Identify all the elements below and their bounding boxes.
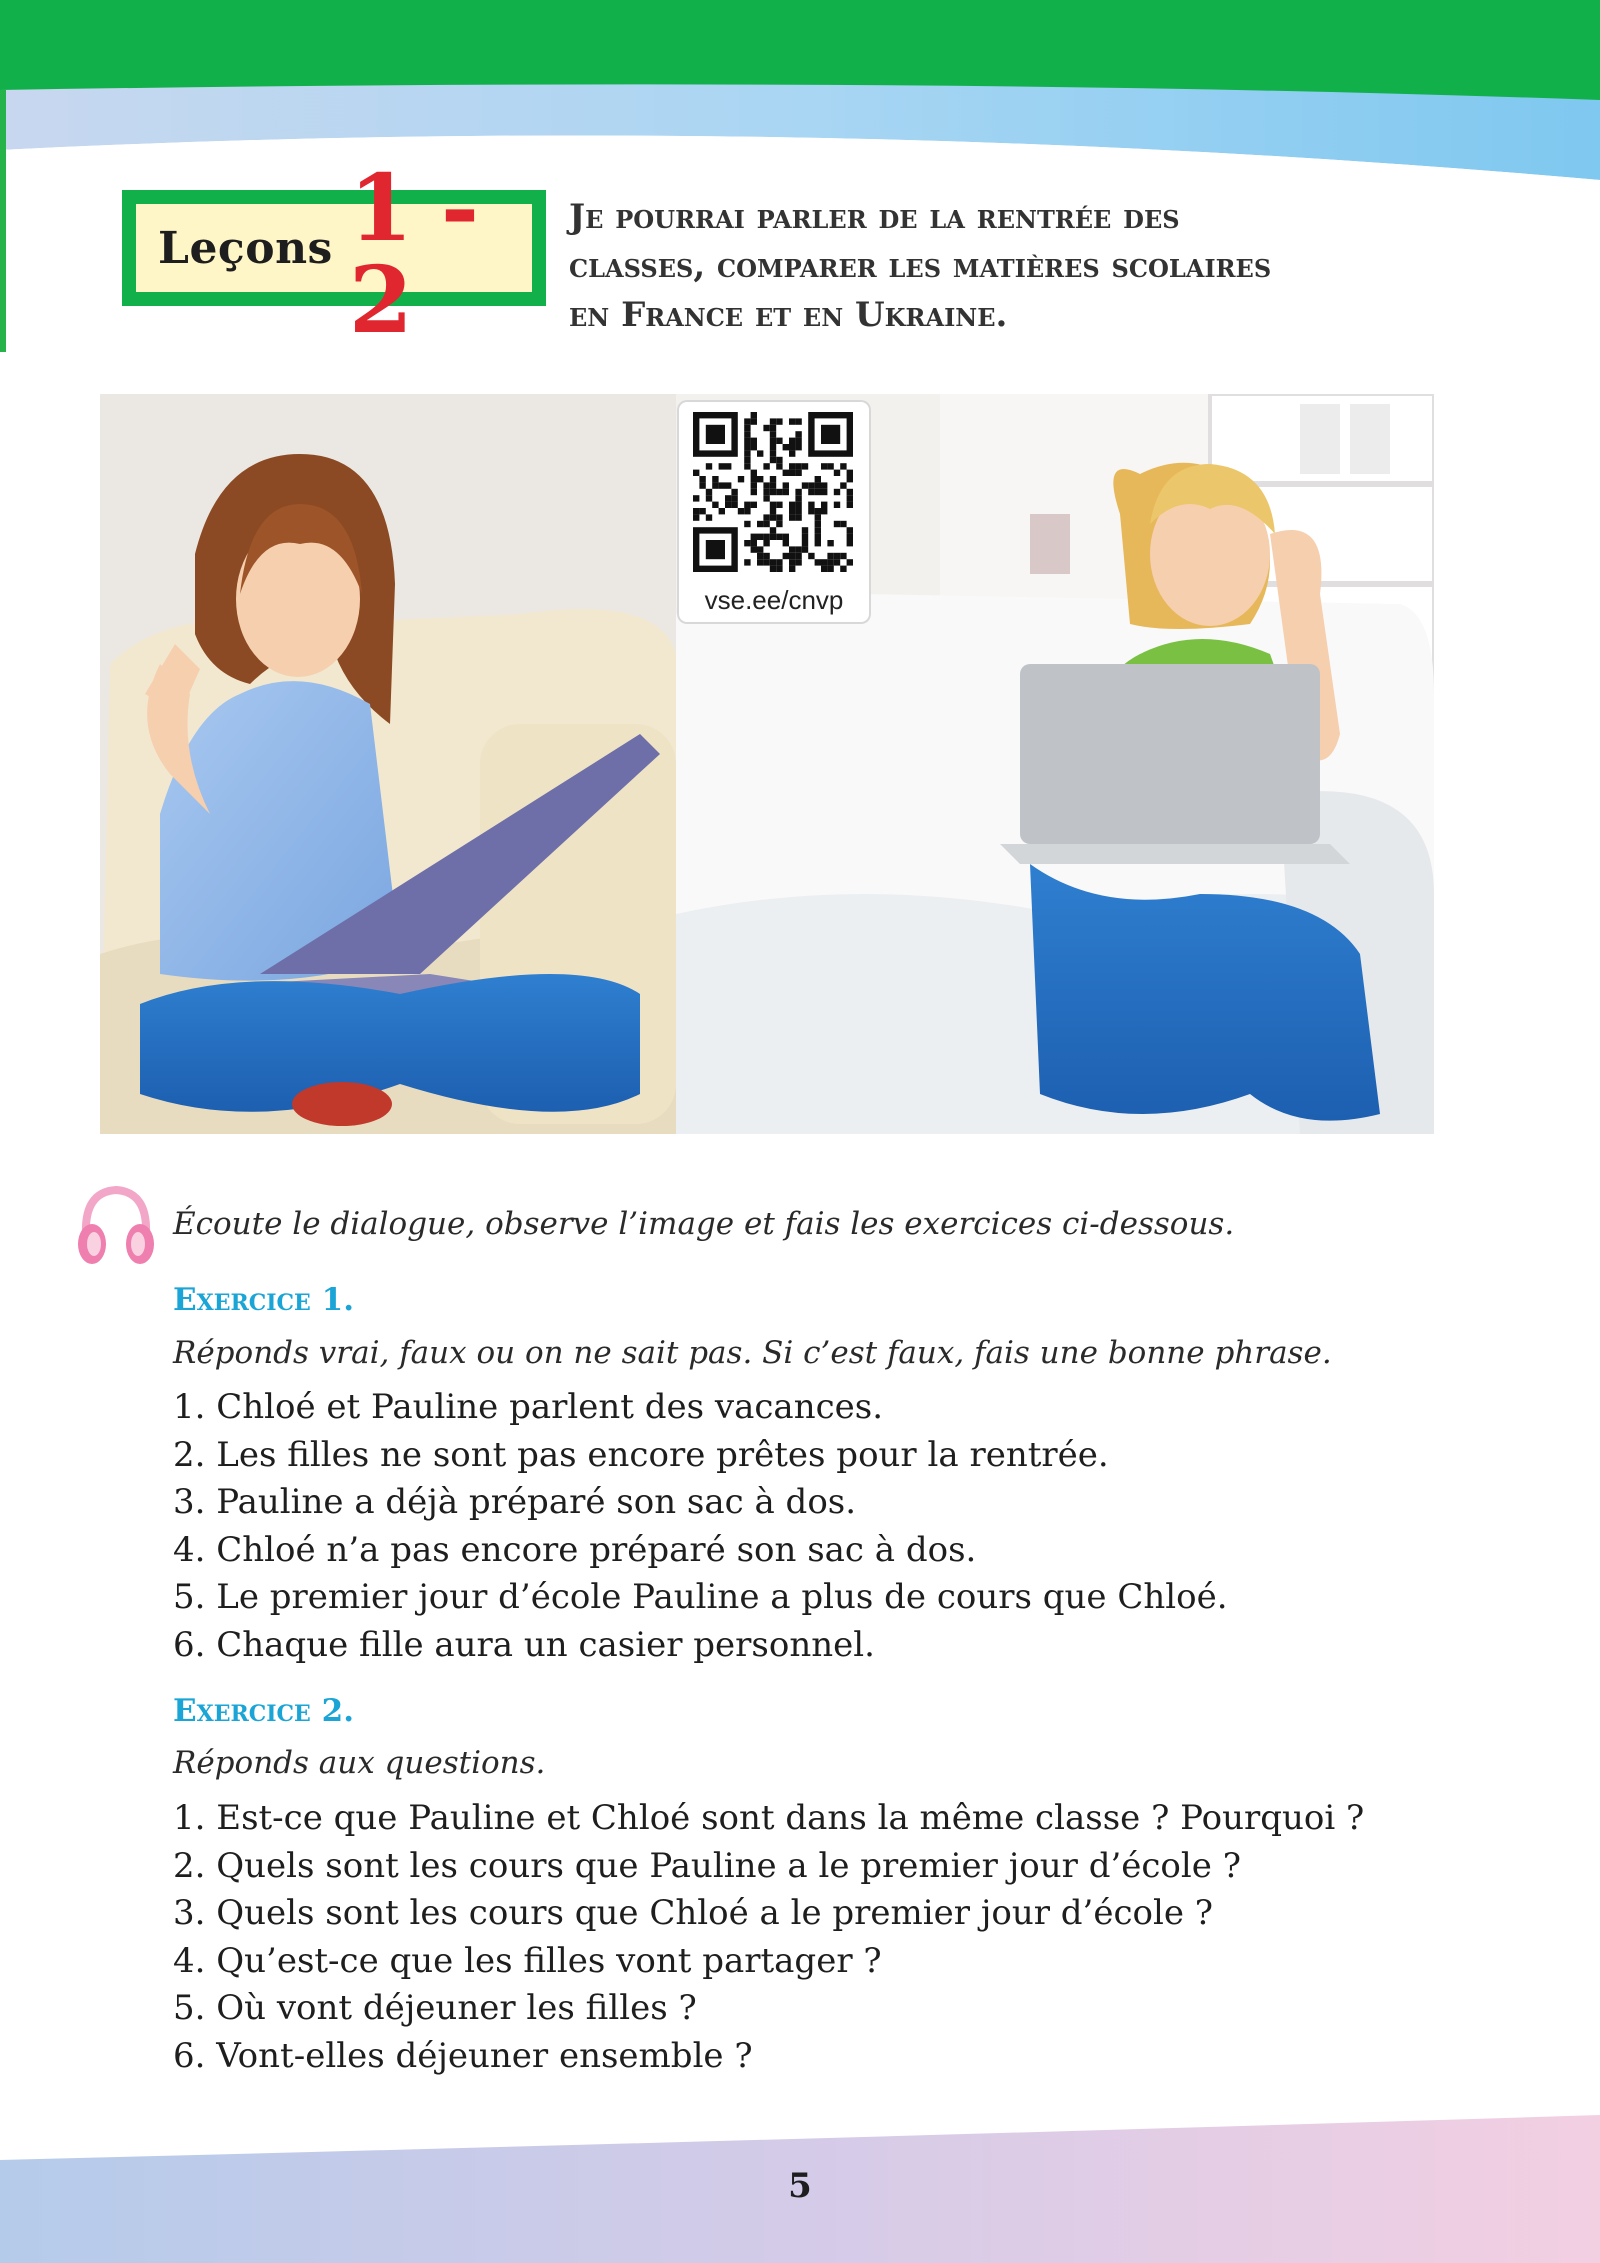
list-item: 3. Quels sont les cours que Chloé a le premier jour d’école ?: [173, 1893, 1214, 1933]
exercise-1-list: [173, 1384, 1228, 1669]
lesson-number: 1 - 2: [348, 154, 478, 354]
list-item: 4. Qu’est-ce que les filles vont partager ?: [173, 1940, 882, 1981]
exercise-2-list: [173, 1795, 1364, 2080]
headphones-icon: [76, 1180, 156, 1270]
page-number: 5: [788, 2166, 812, 2206]
qr-code-card[interactable]: [679, 402, 869, 622]
list-item: 1. Chloé et Pauline parlent des vacances.: [173, 1387, 884, 1427]
list-item: 1. Est-ce que Pauline et Chloé sont dans la même classe ? Pourquoi ?: [173, 1798, 1365, 1838]
list-item: 4. Chloé n’a pas encore préparé son sac à dos.: [173, 1529, 977, 1570]
listening-instruction: Écoute le dialogue, observe l’image et fais les exercices ci-dessous.: [173, 1206, 1235, 1242]
list-item: 6. Vont-elles déjeuner ensemble ?: [173, 2035, 753, 2076]
objective-line: Je pourrai parler de la rentrée des: [569, 197, 1180, 237]
qr-code-icon: [679, 402, 869, 592]
list-item: 5. Le premier jour d’école Pauline a plus de cours que Chloé.: [173, 1577, 1228, 1617]
qr-caption-link[interactable]: vse.ee/cnvp: [704, 585, 844, 615]
exercise-1-prompt: Réponds vrai, faux ou on ne sait pas. Si c’est faux, fais une bonne phrase.: [173, 1335, 1332, 1371]
list-item: 3. Pauline a déjà préparé son sac à dos.: [173, 1482, 857, 1522]
left-scene: [100, 394, 676, 1134]
objective-line: en France et en Ukraine.: [569, 295, 1008, 335]
list-item: 2. Quels sont les cours que Pauline a le premier jour d’école ?: [173, 1845, 1241, 1886]
list-item: 2. Les filles ne sont pas encore prêtes pour la rentrée.: [173, 1434, 1109, 1475]
list-item: 6. Chaque fille aura un casier personnel.: [173, 1624, 875, 1665]
left-edge-accent: [0, 90, 6, 352]
exercise-2-prompt: Réponds aux questions.: [173, 1745, 546, 1781]
exercise-1-title: Exercice 1.: [173, 1282, 354, 1318]
exercise-2-title: Exercice 2.: [173, 1693, 354, 1729]
list-item: 5. Où vont déjeuner les filles ?: [173, 1988, 697, 2028]
lesson-objective: [569, 193, 1449, 340]
lesson-word: Leçons: [158, 222, 333, 274]
lesson-badge: [122, 154, 546, 354]
objective-line: classes, comparer les matières scolaires: [569, 246, 1272, 286]
top-decorative-band: [0, 0, 1600, 200]
